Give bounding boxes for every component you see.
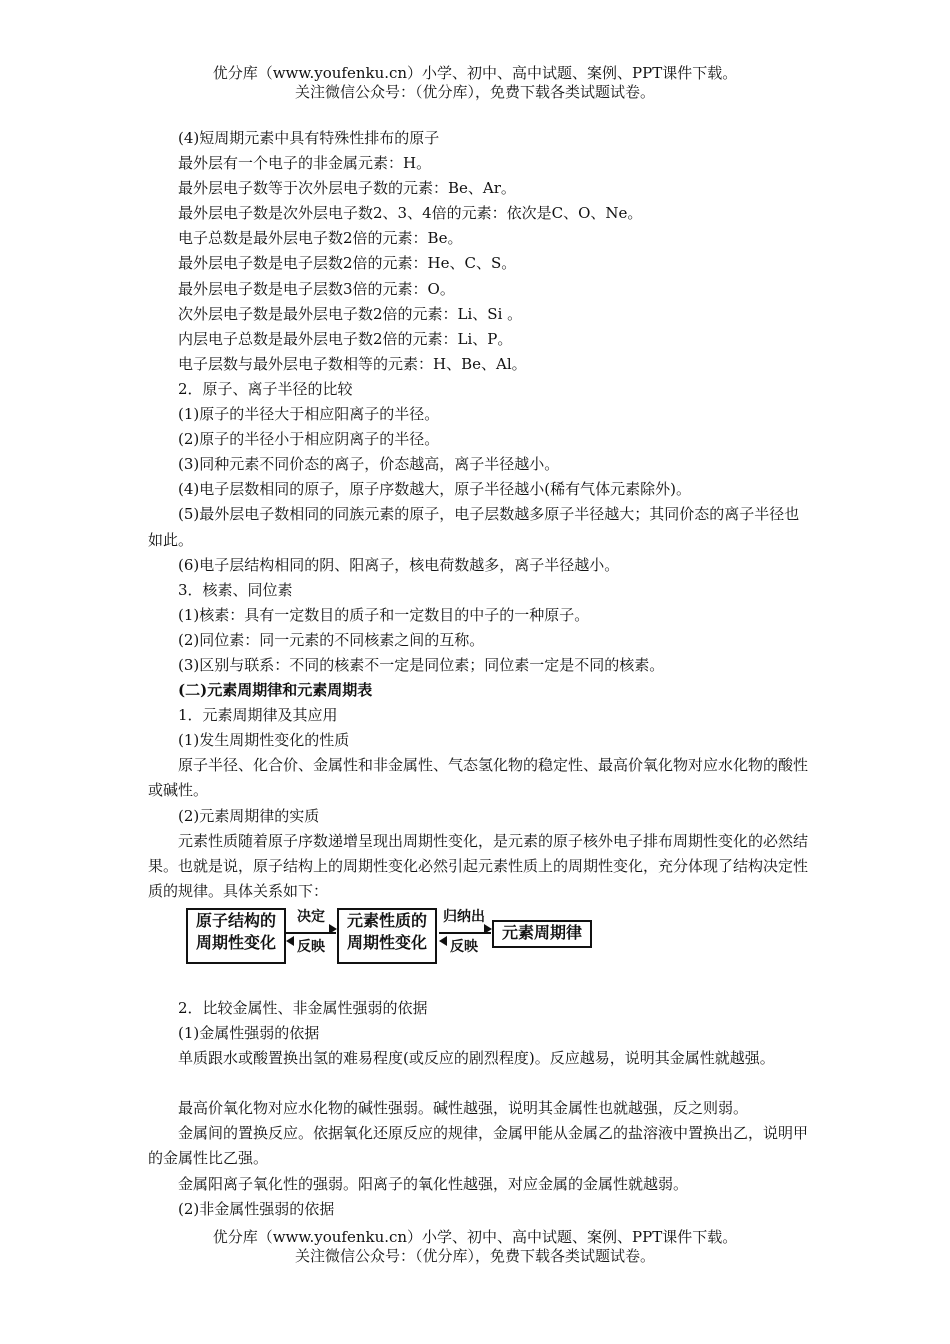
diagram-arrow-label: 反映 <box>450 938 478 955</box>
section-heading: 3．核素、同位素 <box>178 580 293 599</box>
paragraph: 最高价氧化物对应水化物的碱性强弱。碱性越强，说明其金属性也就越强，反之则弱。 <box>178 1099 749 1118</box>
footer-line-1: 优分库（www.youfenku.cn）小学、初中、高中试题、案例、PPT课件下载。 <box>212 1228 738 1246</box>
paragraph: 内层电子总数是最外层电子数2倍的元素：Li、P。 <box>178 329 513 348</box>
paragraph: 单质跟水或酸置换出氢的难易程度(或反应的剧烈程度)。反应越易，说明其金属性就越强。 <box>178 1049 775 1068</box>
paragraph: 最外层有一个电子的非金属元素：H。 <box>178 154 432 173</box>
paragraph: 金属阳离子氧化性的强弱。阳离子的氧化性越强，对应金属的金属性就越弱。 <box>178 1174 689 1193</box>
diagram-box-text: 周期性变化 <box>195 932 276 952</box>
header-line-1: 优分库（www.youfenku.cn）小学、初中、高中试题、案例、PPT课件下载。 <box>212 64 738 82</box>
paragraph: (2)同位素：同一元素的不同核素之间的互称。 <box>178 630 485 649</box>
section-heading: 2．原子、离子半径的比较 <box>178 379 353 398</box>
paragraph: (6)电子层结构相同的阴、阳离子，核电荷数越多，离子半径越小。 <box>178 555 620 574</box>
diagram-arrow-label: 反映 <box>297 938 325 955</box>
footer-line-2: 关注微信公众号：（优分库），免费下载各类试题试卷。 <box>294 1247 655 1265</box>
page-header <box>0 64 950 102</box>
paragraph: 电子层数与最外层电子数相等的元素：H、Be、Al。 <box>178 354 527 373</box>
paragraph: (4)电子层数相同的原子，原子序数越大，原子半径越小(稀有气体元素除外)。 <box>178 480 691 499</box>
paragraph: 最外层电子数等于次外层电子数的元素：Be、Ar。 <box>178 179 516 198</box>
paragraph: (1)金属性强弱的依据 <box>178 1024 320 1043</box>
paragraph: 原子半径、化合价、金属性和非金属性、气态氢化物的稳定性、最高价氧化物对应水化物的酸性或碱性。 <box>148 756 809 800</box>
diagram-box-text: 原子结构的 <box>195 910 276 930</box>
diagram-arrow-label: 归纳出 <box>443 908 485 925</box>
paragraph: 元素性质随着原子序数递增呈现出周期性变化，是元素的原子核外电子排布周期性变化的必然结果。也就是说，原子结构上的周期性变化必然引起元素性质上的周期性变化，充分体现了结构决定性质的规律。具体关系如下： <box>148 831 809 900</box>
paragraph: (2)元素周期律的实质 <box>178 806 320 825</box>
relationship-diagram <box>186 906 606 968</box>
paragraph: 最外层电子数是电子层数2倍的元素：He、C、S。 <box>178 254 517 273</box>
paragraph: (5)最外层电子数相同的同族元素的原子，电子层数越多原子半径越大；其同价态的离子半径也如此。 <box>148 505 800 549</box>
paragraph: (1)发生周期性变化的性质 <box>178 731 350 750</box>
paragraph: (2)原子的半径小于相应阴离子的半径。 <box>178 430 440 449</box>
diagram-box-text: 元素性质的 <box>346 910 427 930</box>
paragraph: 电子总数是最外层电子数2倍的元素：Be。 <box>178 229 463 248</box>
paragraph: 最外层电子数是次外层电子数2、3、4倍的元素：依次是C、O、Ne。 <box>178 204 643 223</box>
paragraph: (1)核素：具有一定数目的质子和一定数目的中子的一种原子。 <box>178 605 590 624</box>
diagram-arrow-label: 决定 <box>297 908 325 925</box>
diagram-box-atomic-structure <box>186 908 286 964</box>
paragraph: 金属间的置换反应。依据氧化还原反应的规律，金属甲能从金属乙的盐溶液中置换出乙，说明甲的金属性比乙强。 <box>148 1124 809 1168</box>
paragraph: 最外层电子数是电子层数3倍的元素：O。 <box>178 279 455 298</box>
paragraph: (4)短周期元素中具有特殊性排布的原子 <box>178 129 440 147</box>
chapter-heading: (二)元素周期律和元素周期表 <box>178 681 373 700</box>
arrow-right-icon <box>484 924 492 934</box>
arrow-right-icon <box>329 924 337 934</box>
paragraph: 次外层电子数是最外层电子数2倍的元素：Li、Si 。 <box>178 304 523 323</box>
paragraph: (3)区别与联系：不同的核素不一定是同位素；同位素一定是不同的核素。 <box>178 655 665 674</box>
page-footer <box>0 1228 950 1266</box>
paragraph: (1)原子的半径大于相应阳离子的半径。 <box>178 405 440 424</box>
paragraph: (3)同种元素不同价态的离子，价态越高，离子半径越小。 <box>178 455 560 474</box>
diagram-box-text: 周期性变化 <box>346 932 427 952</box>
diagram-box-periodic-law: 元素周期律 <box>492 920 592 948</box>
diagram-box-element-properties <box>337 908 437 964</box>
document-body <box>148 126 808 1222</box>
paragraph: (2)非金属性强弱的依据 <box>178 1199 335 1218</box>
section-heading: 1．元素周期律及其应用 <box>178 706 338 725</box>
section-heading: 2．比较金属性、非金属性强弱的依据 <box>178 998 428 1017</box>
header-line-2: 关注微信公众号：（优分库），免费下载各类试题试卷。 <box>294 83 655 101</box>
